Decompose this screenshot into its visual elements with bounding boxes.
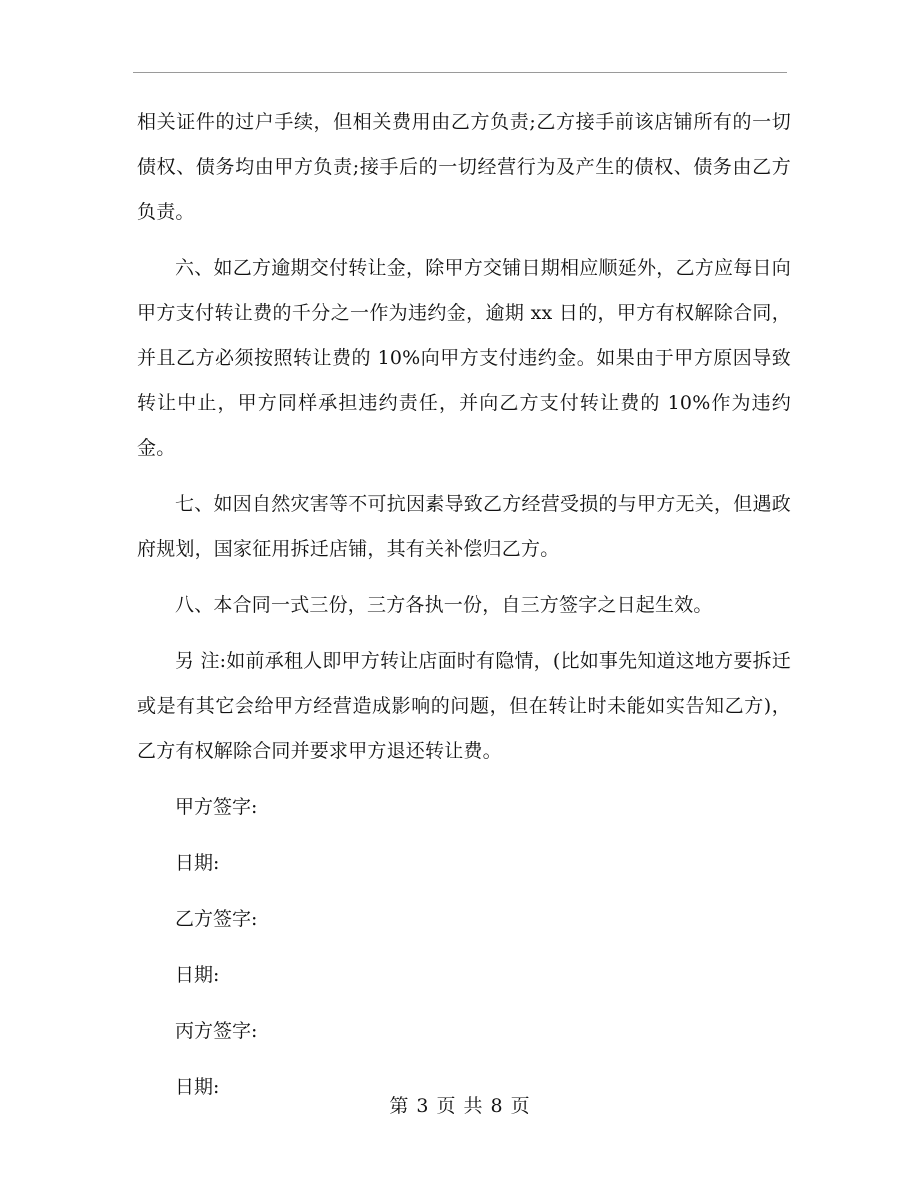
paragraph-continuation: 相关证件的过户手续，但相关费用由乙方负责;乙方接手前该店铺所有的一切债权、债务均由甲方负责;接手后的一切经营行为及产生的债权、债务由乙方负责。 xyxy=(137,111,791,223)
header-divider xyxy=(133,72,787,73)
party-a-signature-label: 甲方签字: xyxy=(175,796,258,818)
party-c-signature-label: 丙方签字: xyxy=(175,1020,258,1042)
party-b-date-label: 日期: xyxy=(175,964,220,986)
clause-eight: 八、本合同一式三份，三方各执一份，自三方签字之日起生效。 xyxy=(175,594,713,616)
additional-note: 另 注:如前承租人即甲方转让店面时有隐情，(比如事先知道这地方要拆迁或是有其它会给甲方经营造成影响的问题，但在转让时未能如实告知乙方)，乙方有权解除合同并要求甲方退还转让费。 xyxy=(137,650,791,762)
party-a-date-label: 日期: xyxy=(175,852,220,874)
document-body xyxy=(137,100,791,1121)
page-indicator: 第 3 页 共 8 页 xyxy=(389,1095,531,1117)
clause-six: 六、如乙方逾期交付转让金，除甲方交铺日期相应顺延外，乙方应每日向甲方支付转让费的千分之一作为违约金，逾期 xx 日的，甲方有权解除合同，并且乙方必须按照转让费的 10%向甲方支付违约金。如果由于甲方原因导致转让中止，甲方同样承担违约责任，并向乙方支付转让费的 10%作为违约金。 xyxy=(137,257,791,459)
party-b-signature-label: 乙方签字: xyxy=(175,908,258,930)
party-c-date-label: 日期: xyxy=(175,1076,220,1098)
clause-seven: 七、如因自然灾害等不可抗因素导致乙方经营受损的与甲方无关，但遇政府规划，国家征用拆迁店铺，其有关补偿归乙方。 xyxy=(137,493,791,560)
